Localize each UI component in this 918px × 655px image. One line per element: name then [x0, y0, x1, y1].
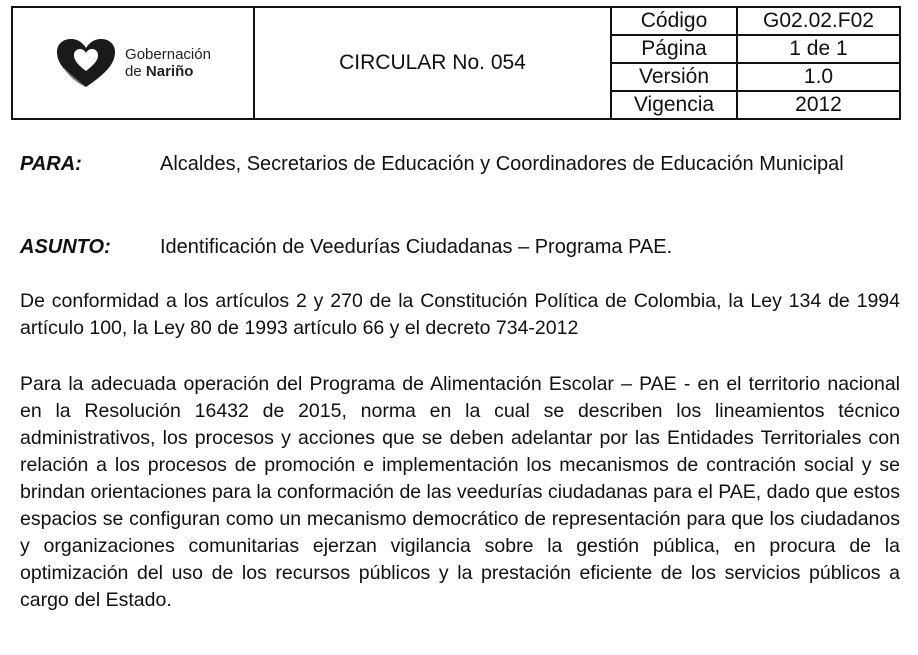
heart-logo-icon — [55, 37, 117, 89]
logo-line-2-prefix: de — [125, 63, 146, 80]
meta-value-codigo: G02.02.F02 — [737, 7, 900, 35]
meta-label-vigencia: Vigencia — [611, 91, 737, 119]
logo-line-2-bold: Nariño — [145, 63, 194, 80]
logo-line-1: Gobernación — [125, 46, 211, 63]
meta-label-version: Versión — [611, 63, 737, 91]
para-value: Alcaldes, Secretarios de Educación y Coordinadores de Educación Municipal — [160, 153, 844, 175]
para-label: PARA: — [20, 153, 82, 175]
meta-label-pagina: Página — [611, 35, 737, 63]
meta-value-pagina: 1 de 1 — [737, 35, 900, 63]
meta-label-codigo: Código — [611, 7, 737, 35]
logo-cell — [12, 7, 254, 119]
meta-value-vigencia: 2012 — [737, 91, 900, 119]
body-paragraph-1: De conformidad a los artículos 2 y 270 de la Constitución Política de Colombia, la Ley 134 de 1994 artículo 100, la Ley 80 de 1993 artículo 66 y el decreto 734-2012 — [20, 290, 900, 339]
meta-value-version: 1.0 — [737, 63, 900, 91]
body-paragraph-2: Para la adecuada operación del Programa de Alimentación Escolar – PAE - en el territorio nacional en la Resolución 16432 de 2015, norma en la cual se describen los lineamientos técnico administrativos, los procesos y acciones que se deben adelantar por las Entidades Territoriales con relación a los procesos de promoción e implementación los mecanismos de contración social y se brindan orientaciones para la conformación de las veedurías ciudadanas para el PAE, dado que estos espacios se configuran como un mecanismo democrático de representación para que los ciudadanos y organizaciones comunitarias ejerzan vigilancia sobre la gestión pública, en procura de la optimización del uso de los recursos públicos y la prestación eficiente de los servicios públicos a cargo del Estado. — [20, 373, 900, 611]
asunto-label: ASUNTO: — [20, 236, 111, 258]
document-title: CIRCULAR No. 054 — [254, 7, 611, 119]
gobernacion-logo — [13, 37, 253, 89]
asunto-value: Identificación de Veedurías Ciudadanas – Programa PAE. — [160, 236, 673, 258]
document-header-table — [11, 6, 901, 120]
